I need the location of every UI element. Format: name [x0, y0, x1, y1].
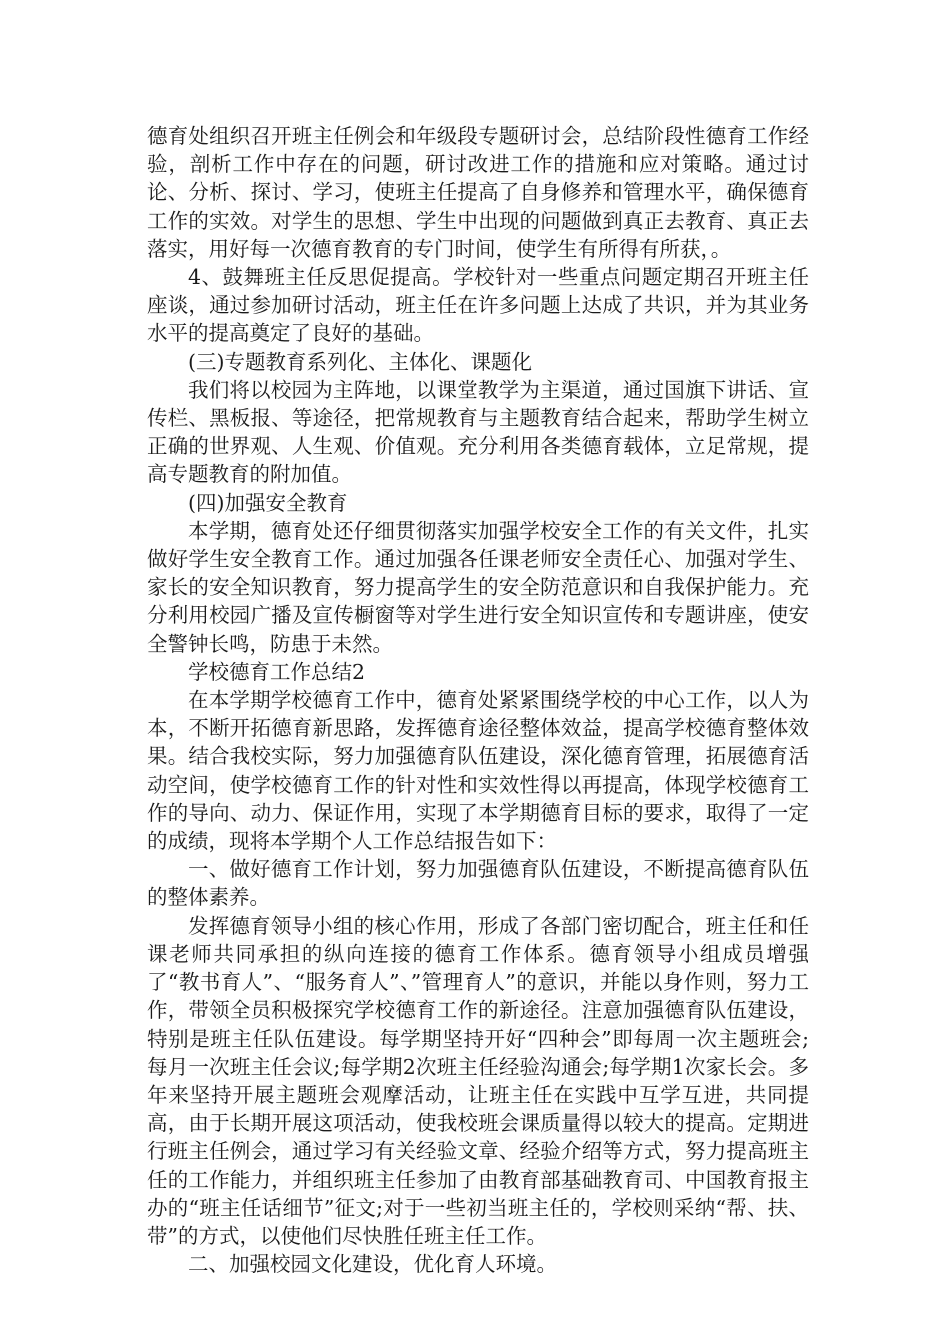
paragraph-8: 在本学期学校德育工作中，德育处紧紧围绕学校的中心工作，以人为本，不断开拓德育新思路，发挥德育途径整体效益，提高学校德育整体效果。结合我校实际，努力加强德育队伍建设，深化德育管理，拓展德育活动空间，使学校德育工作的针对性和实效性得以再提高，体现学校德育工作的导向、动力、保证作用，实现了本学期德育目标的要求，取得了一定的成绩，现将本学期个人工作总结报告如下：: [147, 688, 809, 854]
paragraph-2: 4、鼓舞班主任反思促提高。学校针对一些重点问题定期召开班主任座谈，通过参加研讨活动，班主任在许多问题上达成了共识，并为其业务水平的提高奠定了良好的基础。: [147, 265, 809, 346]
paragraph-10: 发挥德育领导小组的核心作用，形成了各部门密切配合，班主任和任课老师共同承担的纵向连接的德育工作体系。德育领导小组成员增强了“教书育人”、“服务育人”、”管理育人”的意识，并能以身作则，努力工作，带领全员积极探究学校德育工作的新途径。注意加强德育队伍建设，特别是班主任队伍建设。每学期坚持开好“四种会”即每周一次主题班会;每月一次班主任会议;每学期2次班主任经验沟通会;每学期1次家长会。多年来坚持开展主题班会观摩活动，让班主任在实践中互学互进，共同提高，由于长期开展这项活动，使我校班会课质量得以较大的提高。定期进行班主任例会，通过学习有关经验文章、经验介绍等方式，努力提高班主任的工作能力，并组织班主任参加了由教育部基础教育司、中国教育报主办的“班主任话细节”征文;对于一些初当班主任的，学校则采纳“帮、扶、带”的方式，以使他们尽快胜任班主任工作。: [147, 913, 809, 1248]
paragraph-6: 本学期，德育处还仔细贯彻落实加强学校安全工作的有关文件，扎实做好学生安全教育工作。通过加强各任课老师安全责任心、加强对学生、家长的安全知识教育，努力提高学生的安全防范意识和自我保护能力。充分利用校园广播及宣传橱窗等对学生进行安全知识宣传和专题讲座，使安全警钟长鸣，防患于未然。: [147, 518, 809, 656]
document-subtitle: 学校德育工作总结2: [188, 659, 366, 684]
document-body: [147, 122, 809, 1278]
section-heading-two: 二、加强校园文化建设，优化育人环境。: [188, 1252, 557, 1277]
section-heading-one: 一、做好德育工作计划，努力加强德育队伍建设，不断提高德育队伍的整体素养。: [147, 857, 809, 910]
paragraph-1: 德育处组织召开班主任例会和年级段专题研讨会，总结阶段性德育工作经验，剖析工作中存在的问题，研讨改进工作的措施和应对策略。通过讨论、分析、探讨、学习，使班主任提高了自身修养和管理水平，确保德育工作的实效。对学生的思想、学生中出现的问题做到真正去教育、真正去落实，用好每一次德育教育的专门时间，使学生有所得有所获，。: [147, 124, 809, 261]
section-heading-3: (三)专题教育系列化、主体化、课题化: [188, 349, 532, 374]
paragraph-4: 我们将以校园为主阵地，以课堂教学为主渠道，通过国旗下讲话、宣传栏、黑板报、等途径，把常规教育与主题教育结合起来，帮助学生树立正确的世界观、人生观、价值观。充分利用各类德育载体，立足常规，提高专题教育的附加值。: [147, 377, 809, 487]
section-heading-4: (四)加强安全教育: [188, 490, 348, 515]
